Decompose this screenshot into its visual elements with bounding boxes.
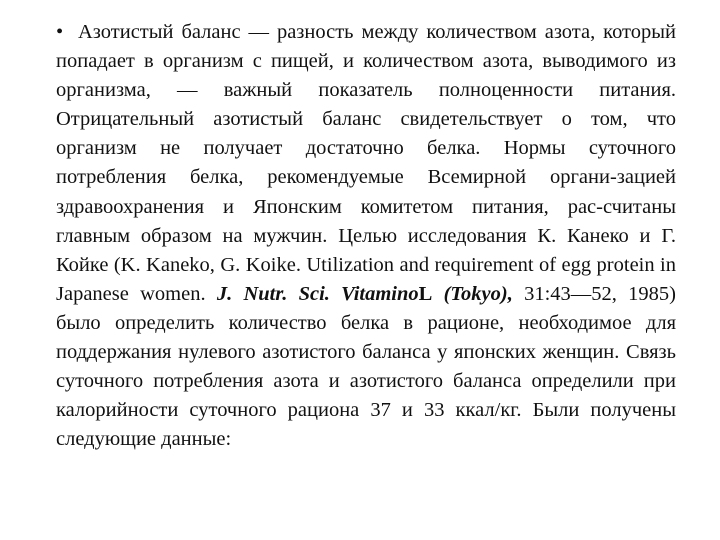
journal-name-suffix: L [418,282,433,305]
paragraph-text-part1: Азотистый баланс — разность между количеством азота, который попадает в организм с пищей, и количеством азота, выводимого из организма, — важный показатель полноценности питания. Отрицательный азотистый баланс свидетельствует о том, что организм не получает достаточно белка. Нормы суточного потребления белка, рекомендуемые Всемирной органи-зацией здравоохранения и Японским комитетом питания, рас-считаны главным образом на мужчин. Целью исследования К. Канеко и Г. Койке (K. Kaneko, G. Koike. Utilization and requirement of egg protein in Japanese women. [56,21,676,305]
journal-name: J. Nutr. Sci. Vitamino [216,282,419,305]
journal-city: (Tokyo), [432,282,513,305]
paragraph-text-part2: 31:43—52, 1985) было определить количество белка в рационе, необходимое для поддержания нулевого азотистого баланса у японских женщин. Связь суточного потребления азота и азотистого баланса определили при калорийности суточного рациона 37 и 33 ккал/кг. Были получены следующие данные: [56,282,676,451]
bullet-paragraph [56,18,676,454]
bullet-marker: • [56,21,64,43]
